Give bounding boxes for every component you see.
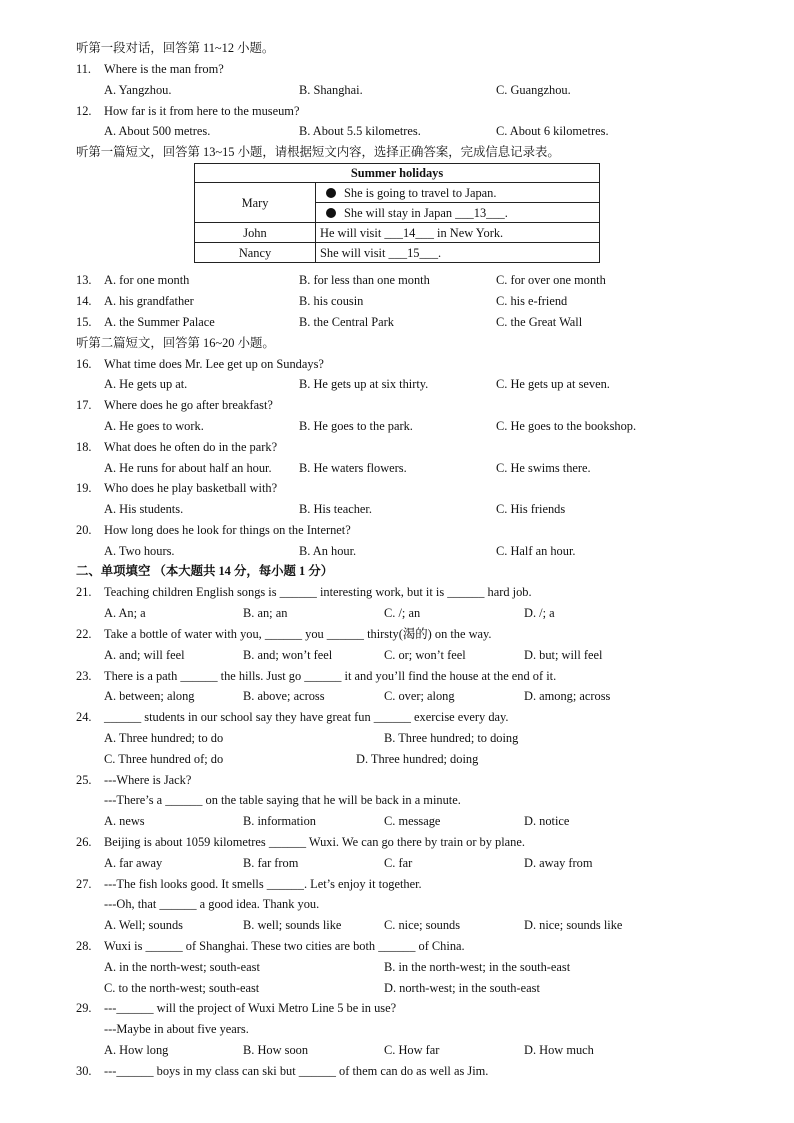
option-a: A. His students. [104, 502, 184, 516]
option-b: B. well; sounds like [243, 918, 342, 932]
option-d: D. among; across [524, 689, 611, 703]
section-intro-2: 听第一篇短文，回答第 13~15 小题，请根据短文内容，选择正确答案，完成信息记录表。 [76, 145, 560, 159]
question-number: 29. [76, 1001, 92, 1015]
option-d: D. How much [524, 1043, 594, 1057]
question-number: 22. [76, 627, 92, 641]
option-a: A. An; a [104, 606, 146, 620]
option-d: D. notice [524, 814, 570, 828]
option-b: B. for less than one month [299, 273, 430, 287]
option-c: C. /; an [384, 606, 421, 620]
question-number: 16. [76, 357, 92, 371]
table-name-nancy: Nancy [195, 243, 316, 263]
question-number: 24. [76, 710, 92, 724]
option-d: D. nice; sounds like [524, 918, 623, 932]
option-c: C. About 6 kilometres. [496, 124, 609, 138]
option-c: C. Three hundred of; do [104, 752, 224, 766]
option-b: B. An hour. [299, 544, 357, 558]
option-d: D. away from [524, 856, 593, 870]
option-b: B. He gets up at six thirty. [299, 377, 429, 391]
table-text: She will stay in Japan ___13___. [344, 205, 508, 220]
question-stem: How long does he look for things on the Internet? [104, 523, 351, 537]
question-stem: Where is the man from? [104, 62, 224, 76]
question-number: 15. [76, 315, 92, 329]
bullet-icon [326, 188, 336, 198]
option-b: B. He waters flowers. [299, 461, 407, 475]
question-number: 28. [76, 939, 92, 953]
question-stem: What does he often do in the park? [104, 440, 278, 454]
option-a: A. Yangzhou. [104, 83, 172, 97]
question-stem: There is a path ______ the hills. Just go ______ it and you’ll find the house at the end of it. [104, 669, 557, 683]
option-a: A. news [104, 814, 145, 828]
option-a: A. for one month [104, 273, 190, 287]
question-number: 17. [76, 398, 92, 412]
section-intro-1: 听第一段对话，回答第 11~12 小题。 [76, 41, 275, 55]
option-c: C. or; won’t feel [384, 648, 466, 662]
question-stem: ---______ will the project of Wuxi Metro Line 5 be in use? [104, 1001, 397, 1015]
option-c: C. Guangzhou. [496, 83, 571, 97]
option-b: B. the Central Park [299, 315, 394, 329]
option-a: A. He goes to work. [104, 419, 204, 433]
option-d: D. /; a [524, 606, 555, 620]
option-c: C. He gets up at seven. [496, 377, 610, 391]
option-a: A. in the north-west; south-east [104, 960, 260, 974]
option-c: C. his e-friend [496, 294, 568, 308]
option-c: C. far [384, 856, 413, 870]
option-c: C. His friends [496, 502, 566, 516]
question-stem: ---The fish looks good. It smells ______. Let’s enjoy it together. [104, 877, 422, 891]
question-stem: Beijing is about 1059 kilometres ______ Wuxi. We can go there by train or by plane. [104, 835, 525, 849]
question-stem-line2: ---Oh, that ______ a good idea. Thank you. [104, 897, 320, 911]
table-title: Summer holidays [195, 164, 600, 183]
question-number: 21. [76, 585, 92, 599]
question-number: 26. [76, 835, 92, 849]
option-a: A. and; will feel [104, 648, 185, 662]
table-cell [316, 183, 600, 203]
question-number: 30. [76, 1064, 92, 1078]
question-number: 27. [76, 877, 92, 891]
question-number: 11. [76, 62, 92, 76]
table-cell [316, 203, 600, 223]
option-b: B. His teacher. [299, 502, 372, 516]
option-a: A. Well; sounds [104, 918, 183, 932]
question-stem: ---______ boys in my class can ski but ______ of them can do as well as Jim. [104, 1064, 489, 1078]
table-cell: He will visit ___14___ in New York. [316, 223, 600, 243]
option-c: C. message [384, 814, 441, 828]
question-number: 25. [76, 773, 92, 787]
question-stem: Wuxi is ______ of Shanghai. These two cities are both ______ of China. [104, 939, 465, 953]
section-intro-3: 听第二篇短文，回答第 16~20 小题。 [76, 336, 275, 350]
question-number: 13. [76, 273, 92, 287]
question-number: 23. [76, 669, 92, 683]
option-d: D. but; will feel [524, 648, 603, 662]
option-a: A. He runs for about half an hour. [104, 461, 272, 475]
option-a: A. the Summer Palace [104, 315, 215, 329]
question-stem: Take a bottle of water with you, ______ you ______ thirsty(渴的) on the way. [104, 627, 492, 641]
option-b: B. in the north-west; in the south-east [384, 960, 571, 974]
option-a: A. About 500 metres. [104, 124, 211, 138]
question-stem-line2: ---There’s a ______ on the table saying that he will be back in a minute. [104, 793, 461, 807]
info-record-table [194, 163, 600, 263]
table-name-mary: Mary [195, 183, 316, 223]
option-c: C. to the north-west; south-east [104, 981, 260, 995]
option-d: D. Three hundred; doing [356, 752, 479, 766]
question-stem: ______ students in our school say they have great fun ______ exercise every day. [104, 710, 509, 724]
option-c: C. He goes to the bookshop. [496, 419, 637, 433]
question-number: 20. [76, 523, 92, 537]
option-b: B. About 5.5 kilometres. [299, 124, 421, 138]
question-stem: Where does he go after breakfast? [104, 398, 273, 412]
option-b: B. information [243, 814, 316, 828]
option-b: B. Three hundred; to doing [384, 731, 519, 745]
option-c: C. nice; sounds [384, 918, 461, 932]
option-b: B. He goes to the park. [299, 419, 413, 433]
bullet-icon [326, 208, 336, 218]
option-b: B. above; across [243, 689, 325, 703]
question-stem: What time does Mr. Lee get up on Sundays? [104, 357, 324, 371]
option-d: D. north-west; in the south-east [384, 981, 540, 995]
option-a: A. How long [104, 1043, 169, 1057]
option-c: C. How far [384, 1043, 440, 1057]
option-a: A. far away [104, 856, 163, 870]
question-stem-line2: ---Maybe in about five years. [104, 1022, 249, 1036]
option-b: B. his cousin [299, 294, 364, 308]
option-b: B. Shanghai. [299, 83, 363, 97]
option-b: B. an; an [243, 606, 288, 620]
question-stem: Teaching children English songs is ______ interesting work, but it is ______ hard job. [104, 585, 532, 599]
question-stem: Who does he play basketball with? [104, 481, 278, 495]
question-number: 14. [76, 294, 92, 308]
option-c: C. He swims there. [496, 461, 591, 475]
option-a: A. He gets up at. [104, 377, 188, 391]
option-a: A. between; along [104, 689, 195, 703]
table-cell: She will visit ___15___. [316, 243, 600, 263]
question-number: 12. [76, 104, 92, 118]
option-b: B. How soon [243, 1043, 309, 1057]
question-number: 19. [76, 481, 92, 495]
option-b: B. far from [243, 856, 299, 870]
table-name-john: John [195, 223, 316, 243]
option-a: A. Three hundred; to do [104, 731, 224, 745]
option-c: C. over; along [384, 689, 455, 703]
option-b: B. and; won’t feel [243, 648, 333, 662]
option-c: C. the Great Wall [496, 315, 583, 329]
option-c: C. Half an hour. [496, 544, 576, 558]
option-a: A. Two hours. [104, 544, 175, 558]
table-text: She is going to travel to Japan. [344, 185, 497, 200]
option-c: C. for over one month [496, 273, 606, 287]
section-heading: 二、单项填空 （本大题共 14 分，每小题 1 分） [76, 564, 334, 578]
question-stem: ---Where is Jack? [104, 773, 192, 787]
question-stem: How far is it from here to the museum? [104, 104, 300, 118]
option-a: A. his grandfather [104, 294, 194, 308]
question-number: 18. [76, 440, 92, 454]
